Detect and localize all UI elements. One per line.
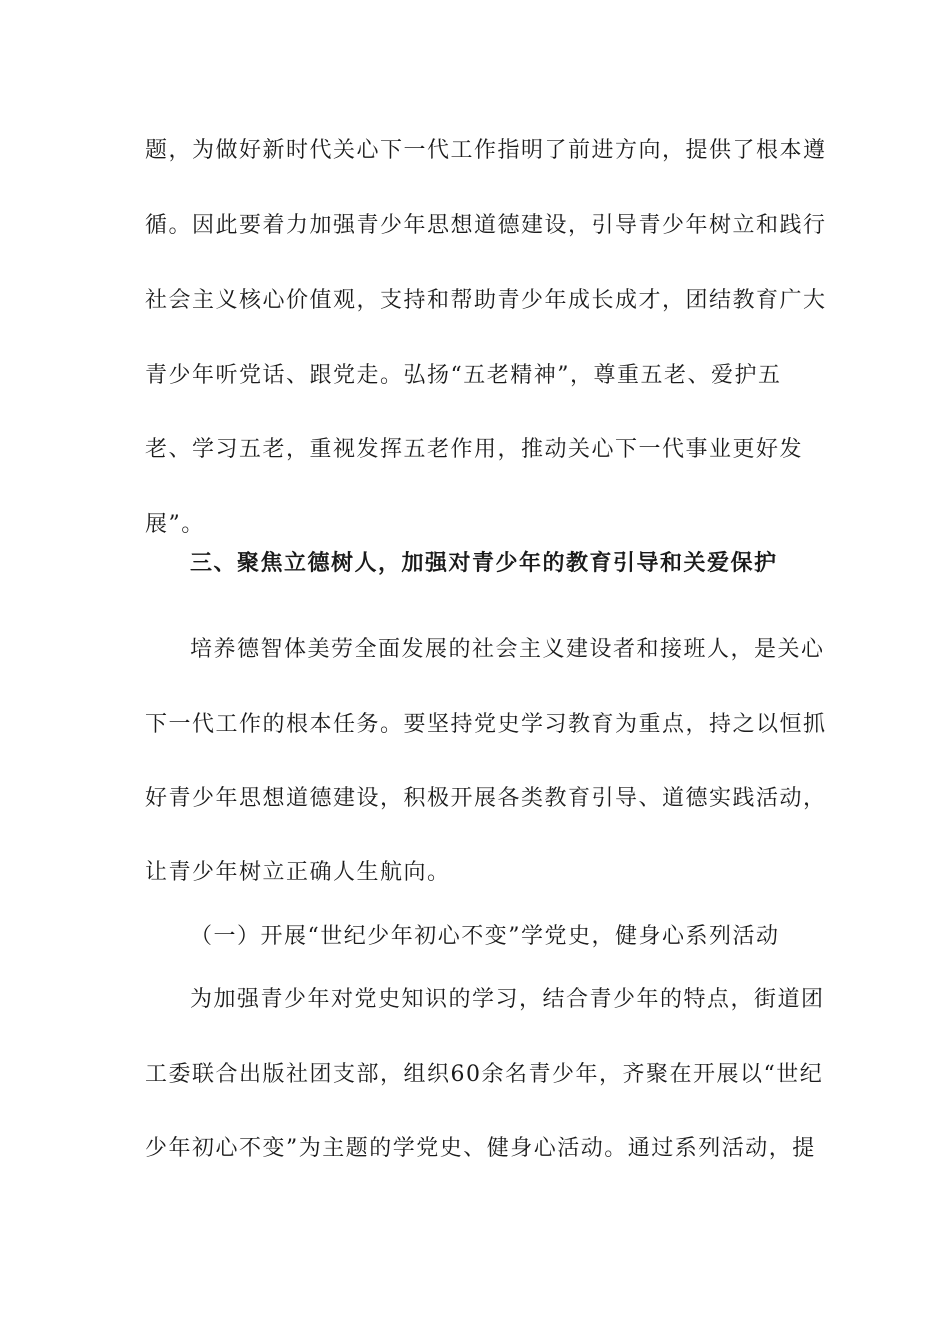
paragraph-line: 题，为做好新时代关心下一代工作指明了前进方向，提供了根本遵 (145, 138, 827, 163)
paragraph-line: 少年初心不变”为主题的学党史、健身心活动。通过系列活动，提 (145, 1136, 816, 1161)
paragraph-line: 老、学习五老，重视发挥五老作用，推动关心下一代事业更好发 (145, 437, 804, 462)
subsection-heading: （一）开展“世纪少年初心不变”学党史，健身心系列活动 (190, 924, 780, 949)
paragraph-line: 培养德智体美劳全面发展的社会主义建设者和接班人，是关心 (190, 637, 825, 662)
paragraph-line: 青少年听党话、跟党走。弘扬“五老精神”，尊重五老、爱护五 (145, 363, 782, 388)
section-heading: 三、聚焦立德树人，加强对青少年的教育引导和关爱保护 (190, 550, 778, 576)
paragraph-line: 社会主义核心价值观，支持和帮助青少年成长成才，团结教育广大 (145, 288, 827, 313)
paragraph-line: 工委联合出版社团支部，组织60余名青少年，齐聚在开展以“世纪 (145, 1062, 824, 1087)
paragraph-line: 好青少年思想道德建设，积极开展各类教育引导、道德实践活动， (145, 786, 827, 811)
paragraph-line: 下一代工作的根本任务。要坚持党史学习教育为重点，持之以恒抓 (145, 712, 827, 737)
paragraph-line: 让青少年树立正确人生航向。 (145, 860, 451, 885)
paragraph-line: 循。因此要着力加强青少年思想道德建设，引导青少年树立和践行 (145, 213, 827, 238)
paragraph-line: 为加强青少年对党史知识的学习，结合青少年的特点，街道团 (190, 987, 825, 1012)
paragraph-line: 展”。 (145, 512, 205, 537)
